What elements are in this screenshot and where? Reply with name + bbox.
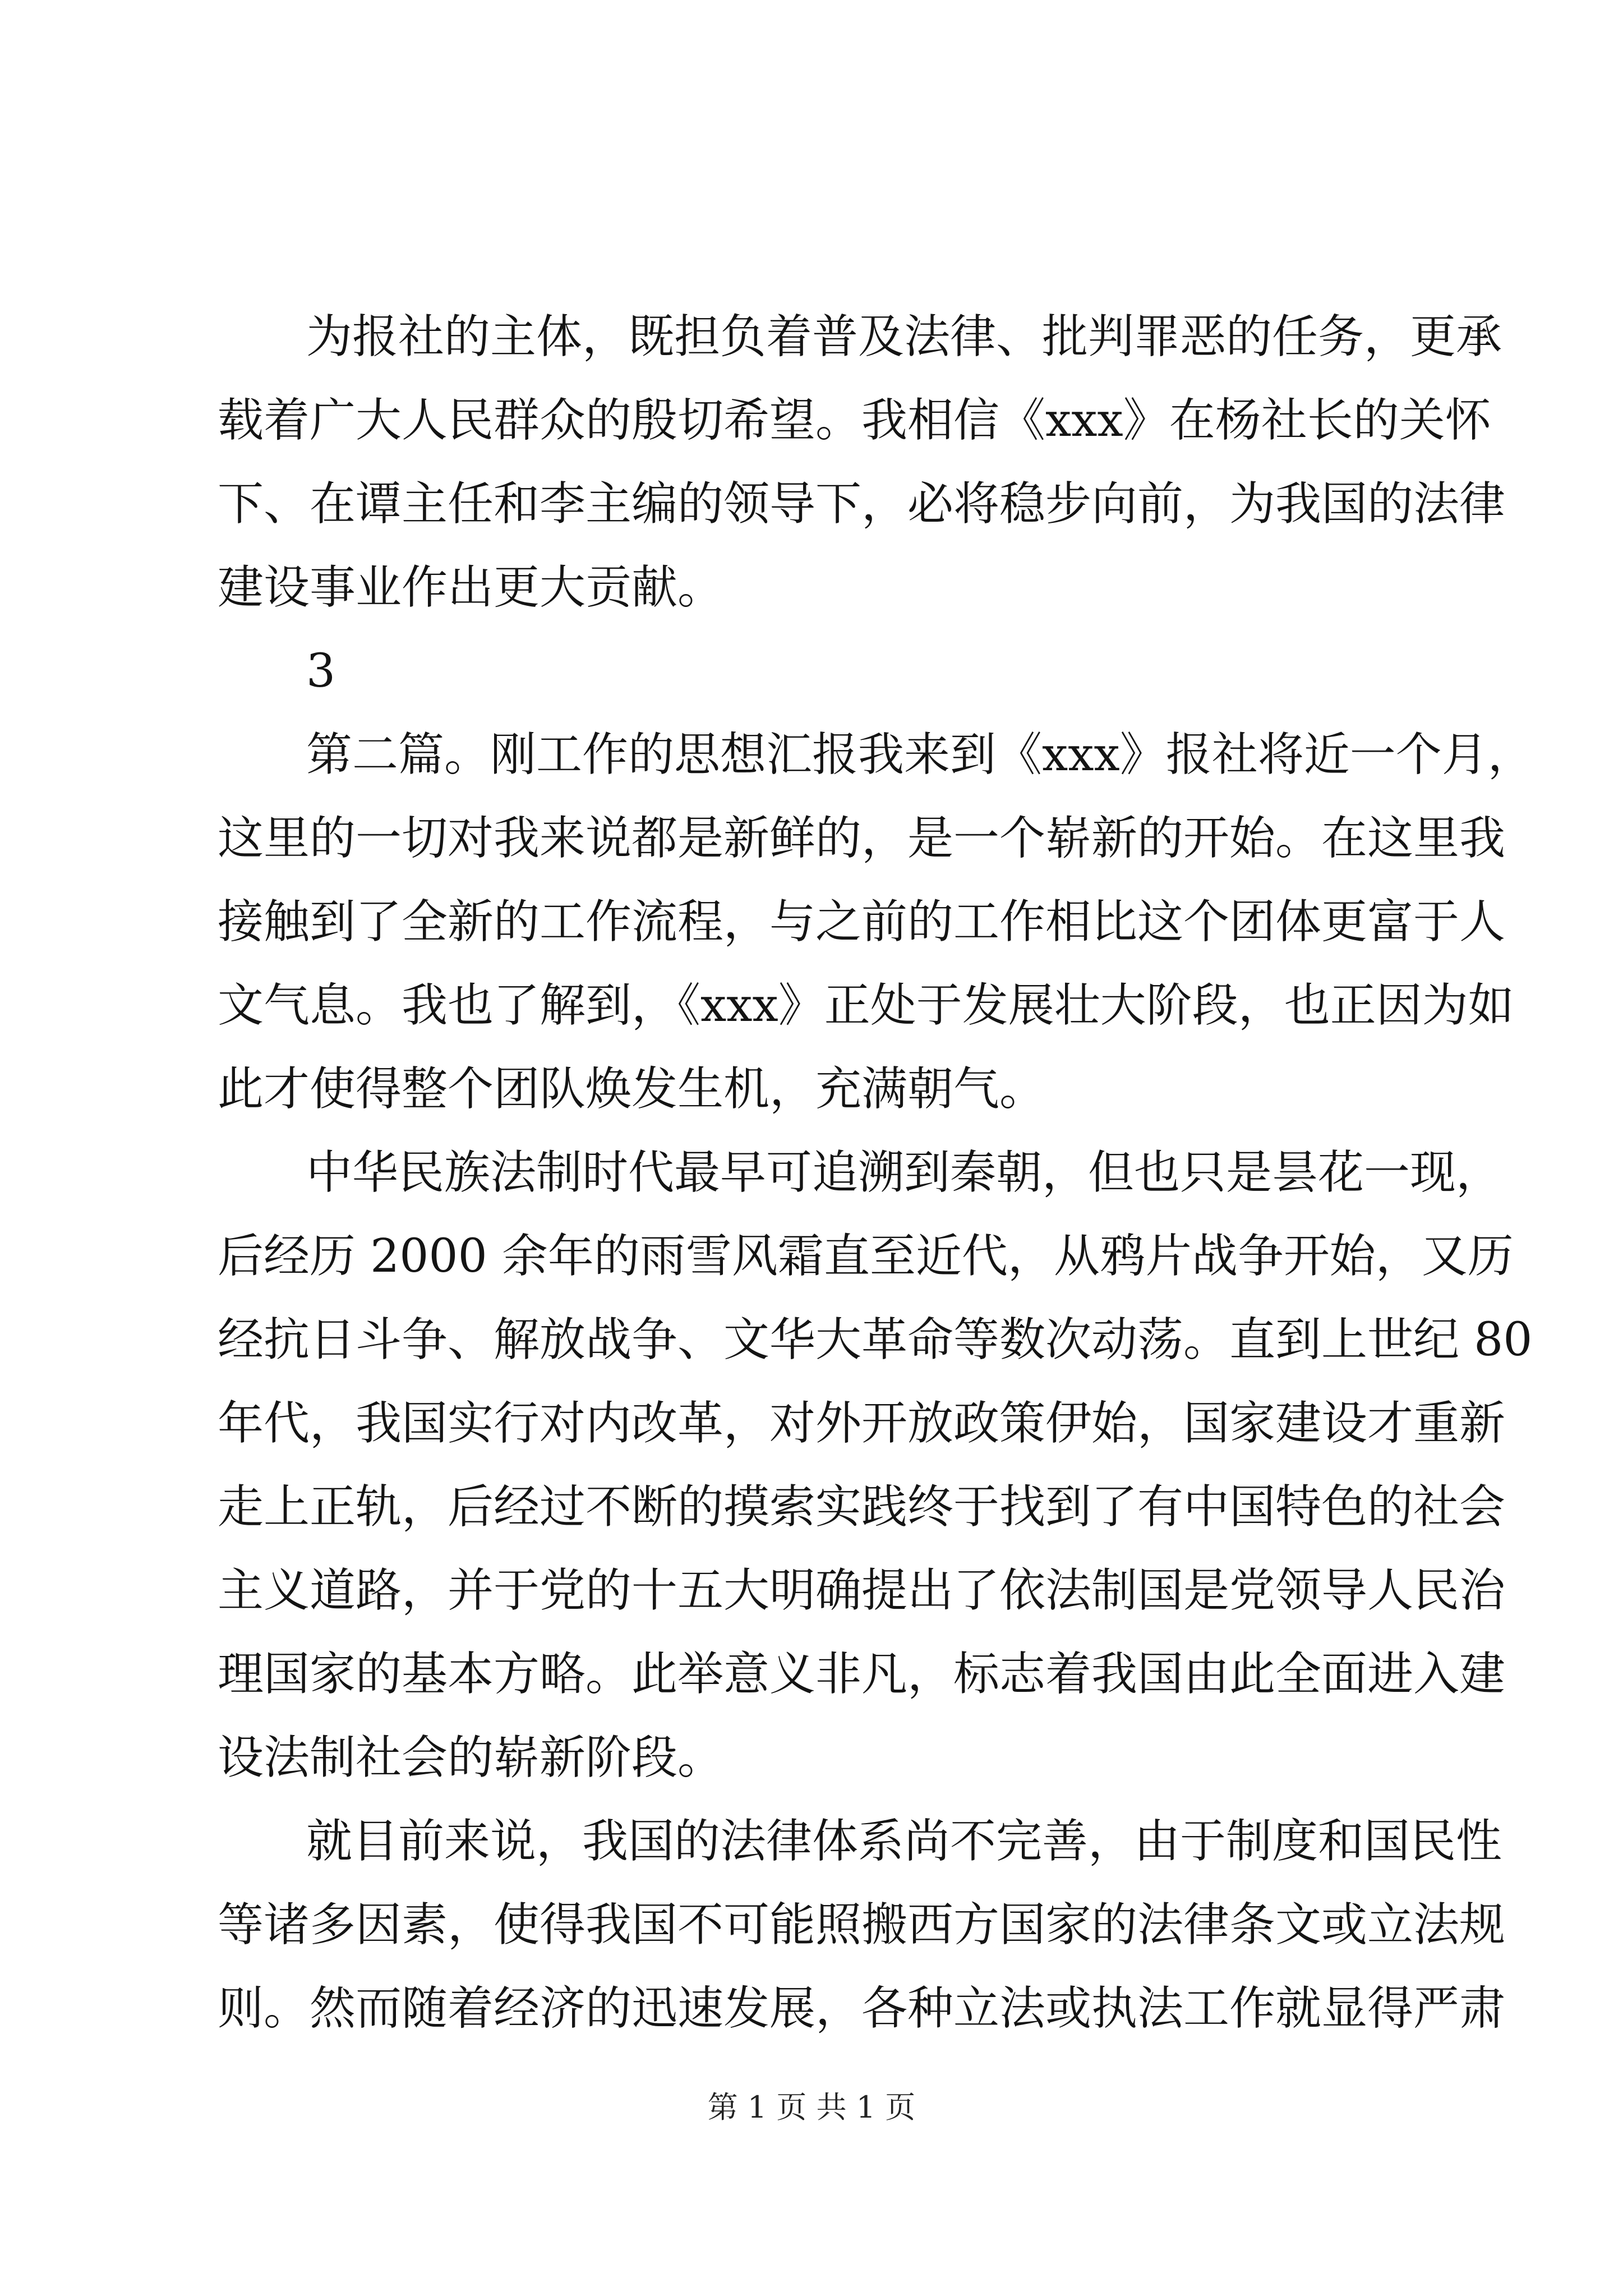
text-line: 建设事业作出更大贡献。 — [218, 561, 724, 614]
text-line: 经抗日斗争、解放战争、文华大革命等数次动荡。直到上世纪 80 — [218, 1313, 1533, 1366]
text-line: 中华民族法制时代最早可追溯到秦朝，但也只是昙花一现， — [306, 1146, 1502, 1199]
text-line: 下、在谭主任和李主编的领导下，必将稳步向前，为我国的法律 — [218, 477, 1506, 531]
text-line: 主义道路，并于党的十五大明确提出了依法制国是党领导人民治 — [218, 1564, 1506, 1617]
page-footer: 第 1 页 共 1 页 — [707, 2090, 916, 2125]
text-line: 则。然而随着经济的迅速发展，各种立法或执法工作就显得严肃 — [218, 1982, 1506, 2035]
text-line: 为报社的主体，既担负着普及法律、批判罪恶的任务，更承 — [306, 310, 1502, 364]
text-line: 文气息。我也了解到，《xxx》正处于发展壮大阶段，也正因为如 — [218, 979, 1514, 1032]
text-line: 载着广大人民群众的殷切希望。我相信《xxx》在杨社长的关怀 — [218, 394, 1491, 447]
text-line: 理国家的基本方略。此举意义非凡，标志着我国由此全面进入建 — [218, 1648, 1506, 1701]
text-line: 接触到了全新的工作流程，与之前的工作相比这个团体更富于人 — [218, 895, 1506, 949]
section-number: 3 — [306, 645, 336, 698]
text-line: 这里的一切对我来说都是新鲜的，是一个崭新的开始。在这里我 — [218, 812, 1506, 865]
text-line: 第二篇。刚工作的思想汇报我来到《xxx》报社将近一个月， — [306, 728, 1534, 781]
text-line: 走上正轨，后经过不断的摸索实践终于找到了有中国特色的社会 — [218, 1480, 1506, 1534]
text-line: 年代，我国实行对内改革，对外开放政策伊始，国家建设才重新 — [218, 1397, 1506, 1450]
text-line: 设法制社会的崭新阶段。 — [218, 1731, 724, 1784]
text-line: 此才使得整个团队焕发生机，充满朝气。 — [218, 1062, 1046, 1116]
text-line: 等诸多因素，使得我国不可能照搬西方国家的法律条文或立法规 — [218, 1898, 1506, 1952]
text-line: 后经历 2000 余年的雨雪风霜直至近代，从鸦片战争开始，又历 — [218, 1230, 1514, 1283]
text-line: 就目前来说，我国的法律体系尚不完善，由于制度和国民性 — [306, 1815, 1502, 1868]
